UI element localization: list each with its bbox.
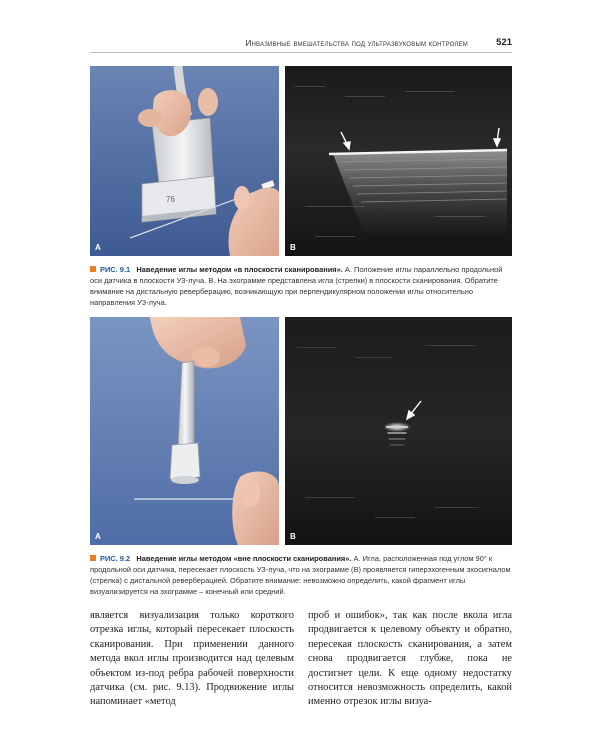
figure2-caption bbox=[90, 553, 512, 597]
figure2-caption-label: РИС. 9.2 bbox=[100, 554, 131, 563]
body-left-paragraph: является визуализация только короткого отрезка иглы, который пересекает плоскость сканирования. При применении данного метода вкол иглы производится над целевым объектом из-под ребра рабочей поверхности датчика (см. рис. 9.13). Продвижение иглы напоминает «метод bbox=[90, 610, 294, 708]
figure1-panel-a-letter: А bbox=[95, 243, 101, 252]
caption-bullet-icon bbox=[90, 555, 96, 561]
figure1-caption-text: А. Положение иглы параллельно продольной оси датчика в плоскости УЗ-луча. В. На эхограмме представлена игла (стрелки) в плоскости сканирования. Обратите внимание на дистальную реверберацию, возникающую при перпендикулярном положении иглы относительно направления УЗ-луча. bbox=[90, 265, 503, 307]
figure1-panel-b-ultrasound bbox=[285, 66, 512, 256]
figure2-panel-a-letter: А bbox=[95, 532, 101, 541]
figure1-panel-a-photo bbox=[90, 66, 279, 256]
running-header-title: Инвазивные вмешательства под ультразвуковым контролем bbox=[245, 38, 468, 48]
figure2-caption-title: Наведение иглы методом «вне плоскости сканирования». bbox=[136, 554, 352, 563]
figure2-panel-b-letter: В bbox=[290, 532, 296, 541]
caption-bullet-icon bbox=[90, 266, 96, 272]
body-right-paragraph: проб и ошибок», так как после вкола игла продвигается к целевому объекту и обратно, пересекая плоскость сканирования, а затем снова продвигается глубже, пока не достигнет цели. К еще одному недостатку относится невозможность определить, какой именно отрезок иглы визуа- bbox=[308, 610, 512, 708]
running-header bbox=[90, 38, 512, 53]
figure1-caption bbox=[90, 264, 512, 308]
page-number: 521 bbox=[496, 37, 512, 48]
figure2-caption-text: А. Игла, расположенная под углом 90° к продольной оси датчика, пересекает плоскость УЗ-луча, что на эхограмме (В) проявляется гиперэхогенным эхосигналом (стрелка) с дистальной реверберацией. Обратите внимание: невозможно определить, какой фрагмент иглы визуализируется на эхограмме – конечный или средний. bbox=[90, 554, 511, 596]
figure2-panel-b-ultrasound bbox=[285, 317, 512, 545]
body-right-column bbox=[308, 609, 512, 710]
body-left-column bbox=[90, 609, 294, 710]
figure2-panel-a-photo bbox=[90, 317, 279, 545]
figure1-panel-b-letter: В bbox=[290, 243, 296, 252]
figure1-caption-label: РИС. 9.1 bbox=[100, 265, 131, 274]
figure1-caption-title: Наведение иглы методом «в плоскости сканирования». bbox=[136, 265, 343, 274]
probe-label: 76 bbox=[166, 195, 175, 204]
